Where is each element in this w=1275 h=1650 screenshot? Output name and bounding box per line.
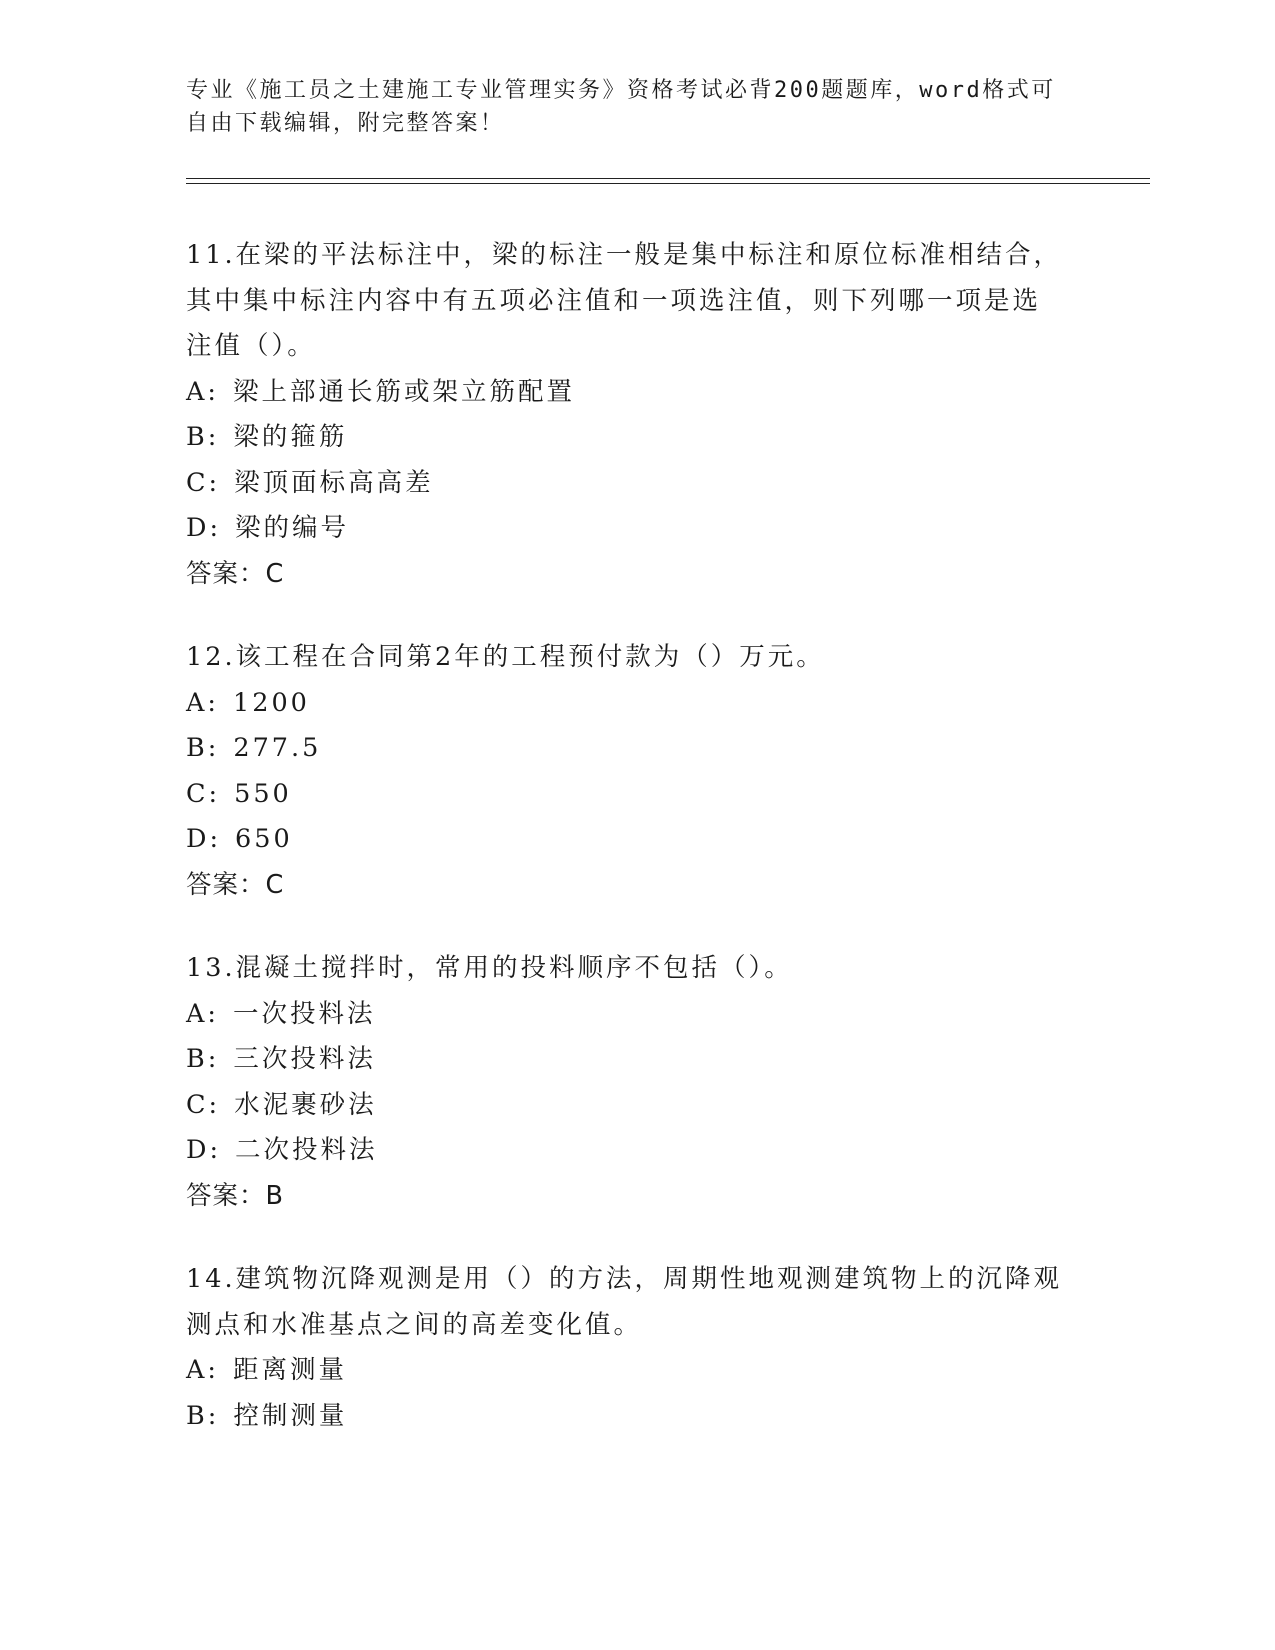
header-line-2: 自由下载编辑，附完整答案！ [186, 111, 505, 136]
option-label: A: [186, 376, 220, 407]
option-d [186, 817, 1086, 863]
option-label: B: [186, 1044, 220, 1074]
option-d [186, 1128, 1086, 1174]
document-header [186, 74, 1066, 140]
answer-line: 答案：B [186, 1180, 284, 1211]
option-label: C: [186, 1089, 221, 1120]
option-label: A: [186, 687, 220, 718]
option-label: B: [186, 422, 220, 452]
option-label: D: [186, 824, 222, 854]
question-12 [186, 635, 1086, 908]
option-b [186, 415, 1086, 461]
answer-line: 答案：C [186, 558, 285, 589]
option-text: 梁的箍筋 [233, 422, 348, 452]
option-text: 277.5 [233, 733, 322, 763]
option-a [186, 681, 1086, 727]
option-text: 控制测量 [233, 1400, 348, 1431]
option-label: B: [186, 733, 220, 763]
question-list [186, 233, 1086, 1477]
option-c [186, 1083, 1086, 1129]
option-label: D: [186, 513, 222, 543]
option-text: 水泥裹砂法 [234, 1089, 377, 1120]
header-divider-bottom [186, 183, 1150, 184]
question-stem-line: 其中集中标注内容中有五项必注值和一项选注值，则下列哪一项是选 [186, 285, 1042, 316]
question-stem-line: 13.混凝土搅拌时，常用的投料顺序不包括（）。 [186, 953, 793, 983]
question-stem-line: 测点和水准基点之间的高差变化值。 [186, 1309, 643, 1340]
answer-line: 答案：C [186, 869, 285, 900]
option-label: A: [186, 998, 220, 1029]
option-text: 一次投料法 [233, 998, 376, 1029]
option-b [186, 1394, 1086, 1440]
option-text: 梁顶面标高高差 [234, 467, 434, 498]
question-13 [186, 946, 1086, 1219]
question-11 [186, 233, 1086, 597]
option-label: D: [186, 1135, 222, 1165]
header-line-1: 专业《施工员之土建施工专业管理实务》资格考试必背200题题库，word格式可 [186, 78, 1056, 103]
option-label: B: [186, 1400, 220, 1431]
option-b [186, 1037, 1086, 1083]
option-c [186, 772, 1086, 818]
option-text: 550 [234, 778, 292, 809]
header-divider-top [186, 178, 1150, 179]
option-c [186, 461, 1086, 507]
question-14 [186, 1257, 1086, 1439]
option-text: 二次投料法 [235, 1135, 378, 1165]
option-label: C: [186, 467, 221, 498]
option-text: 650 [235, 824, 293, 854]
option-b [186, 726, 1086, 772]
question-stem-line: 14.建筑物沉降观测是用（）的方法，周期性地观测建筑物上的沉降观 [186, 1264, 1063, 1294]
option-text: 三次投料法 [233, 1044, 376, 1074]
option-text: 梁上部通长筋或架立筋配置 [233, 376, 576, 407]
option-text: 梁的编号 [235, 513, 350, 543]
question-stem-line: 12.该工程在合同第2年的工程预付款为（）万元。 [186, 642, 825, 672]
option-label: A: [186, 1355, 220, 1385]
option-d [186, 506, 1086, 552]
option-a [186, 370, 1086, 416]
option-text: 距离测量 [233, 1355, 348, 1385]
option-a [186, 1348, 1086, 1394]
option-a [186, 992, 1086, 1038]
question-stem-line: 注值（）。 [186, 331, 316, 361]
option-text: 1200 [233, 687, 310, 718]
option-label: C: [186, 778, 221, 809]
question-stem-line: 11.在梁的平法标注中，梁的标注一般是集中标注和原位标准相结合， [186, 240, 1063, 270]
